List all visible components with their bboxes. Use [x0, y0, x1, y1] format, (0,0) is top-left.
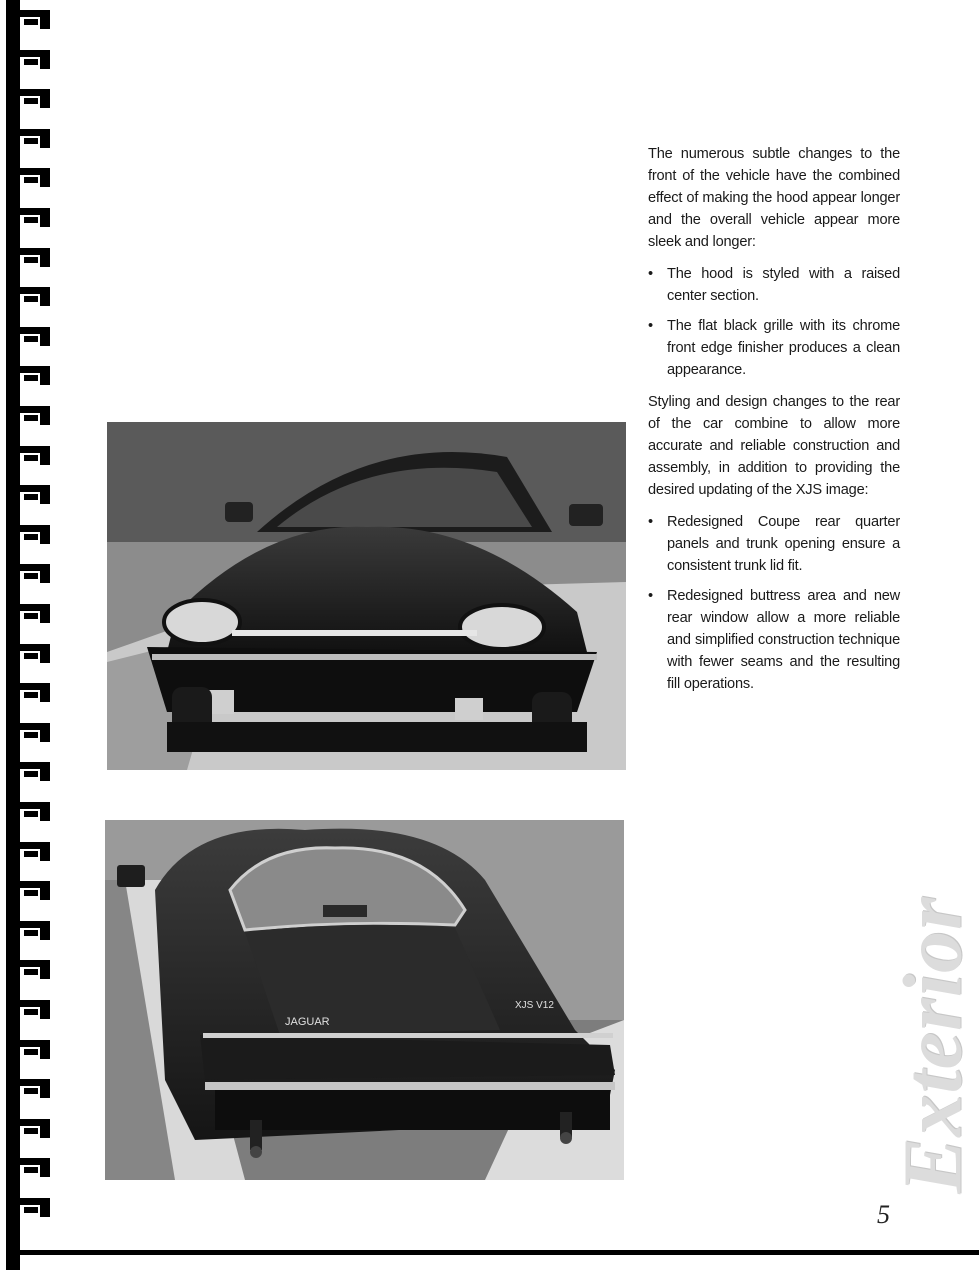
- bullet: •: [648, 588, 653, 604]
- section-label: Exterior: [886, 896, 979, 1194]
- list-item-text: Redesigned Coupe rear quarter panels and trunk opening ensure a consistent trunk lid fit.: [667, 514, 900, 574]
- rear-change-list: [648, 511, 900, 695]
- binding-ring: [14, 960, 56, 980]
- binding-ring: [14, 921, 56, 941]
- bullet: •: [648, 318, 653, 334]
- front-change-list: [648, 263, 900, 381]
- binding-ring: [14, 366, 56, 386]
- binding-ring: [14, 1000, 56, 1020]
- binding-ring: [14, 89, 56, 109]
- list-item: [648, 511, 900, 577]
- binding-ring: [14, 50, 56, 70]
- list-item: [648, 585, 900, 695]
- page-bottom-rule: [6, 1250, 979, 1255]
- binding-ring: [14, 129, 56, 149]
- binding-ring: [14, 802, 56, 822]
- trunk-badge-xjs-v12: XJS V12: [515, 1000, 554, 1011]
- binding-ring: [14, 327, 56, 347]
- body-text-column: [648, 143, 900, 705]
- binding-ring: [14, 762, 56, 782]
- binding-ring: [14, 1119, 56, 1139]
- binding-ring: [14, 564, 56, 584]
- binding-ring: [14, 683, 56, 703]
- binding-ring: [14, 287, 56, 307]
- binding-ring: [14, 1040, 56, 1060]
- binding-ring: [14, 604, 56, 624]
- spiral-binding: [0, 0, 62, 1270]
- bullet: •: [648, 514, 653, 530]
- list-item-text: The flat black grille with its chrome front edge finisher produces a clean appearance.: [667, 318, 900, 378]
- list-item: [648, 315, 900, 381]
- binding-ring: [14, 1158, 56, 1178]
- binding-ring: [14, 248, 56, 268]
- binding-ring: [14, 1079, 56, 1099]
- photo-car-front: [107, 422, 626, 770]
- binding-ring: [14, 842, 56, 862]
- photo-car-rear: [105, 820, 624, 1180]
- intro-paragraph: The numerous subtle changes to the front of the vehicle have the combined effect of making the hood appear longer and the overall vehicle appear more sleek and longer:: [648, 146, 900, 250]
- list-item-text: The hood is styled with a raised center section.: [667, 266, 900, 304]
- rear-paragraph: Styling and design changes to the rear of the car combine to allow more accurate and reliable construction and assembly, in addition to providing the desired updating of the XJS image:: [648, 394, 900, 498]
- binding-ring: [14, 168, 56, 188]
- binding-ring: [14, 644, 56, 664]
- binding-ring: [14, 525, 56, 545]
- binding-ring: [14, 446, 56, 466]
- binding-ring: [14, 208, 56, 228]
- list-item-text: Redesigned buttress area and new rear window allow a more reliable and simplified construction technique with fewer seams and the resulting fill operations.: [667, 588, 900, 692]
- list-item: [648, 263, 900, 307]
- binding-ring: [14, 1198, 56, 1218]
- binding-ring: [14, 485, 56, 505]
- binding-ring: [14, 881, 56, 901]
- binding-ring: [14, 10, 56, 30]
- bullet: •: [648, 266, 653, 282]
- binding-ring: [14, 406, 56, 426]
- trunk-badge-jaguar: JAGUAR: [285, 1016, 330, 1028]
- binding-ring: [14, 723, 56, 743]
- page-number: 5: [877, 1200, 890, 1229]
